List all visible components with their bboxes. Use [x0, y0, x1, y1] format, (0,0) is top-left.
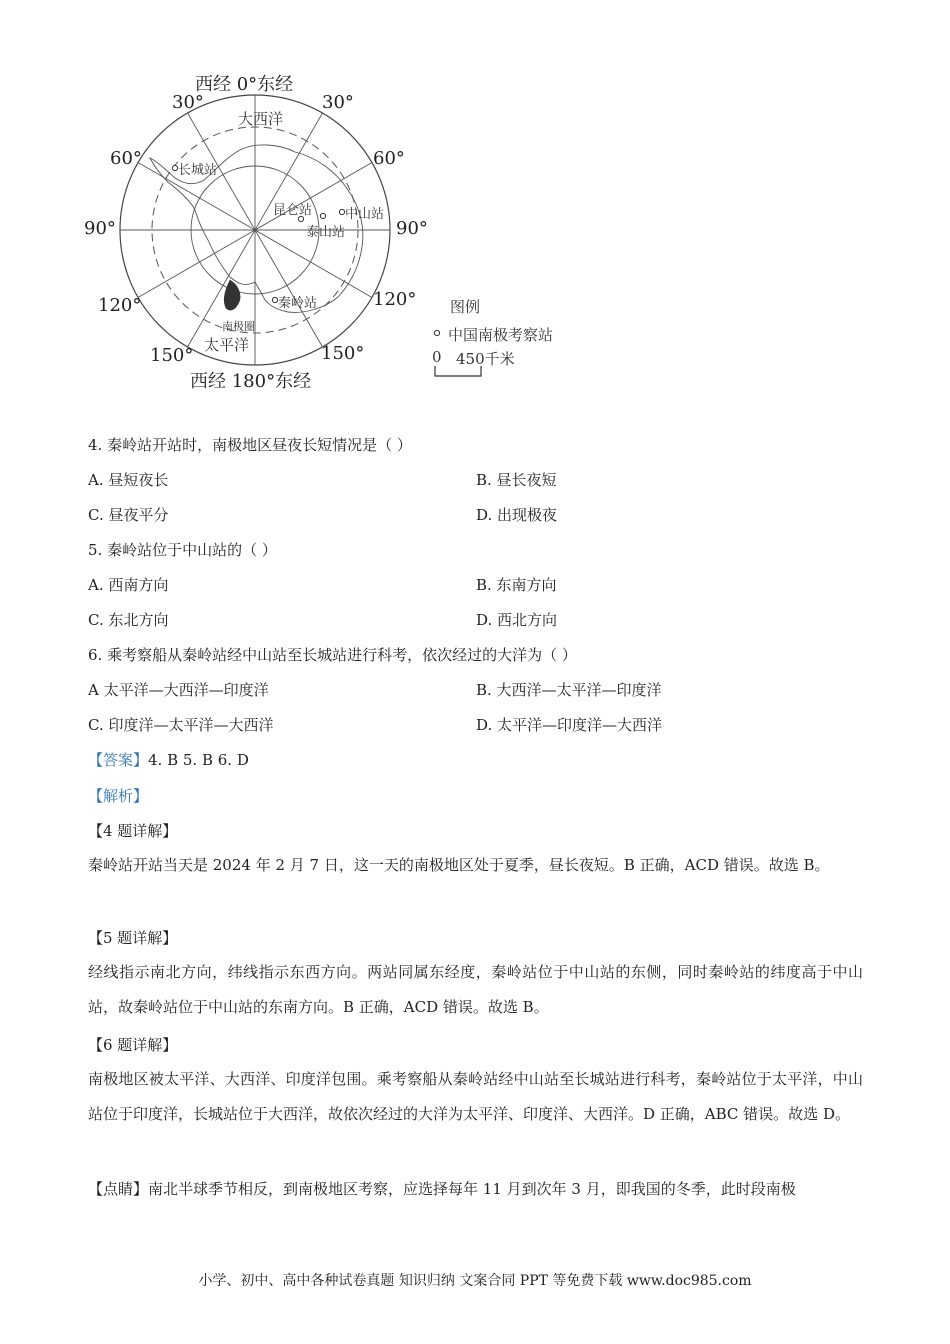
zhongshan-marker [339, 209, 344, 214]
tip-tag: 【点睛】 [88, 1180, 149, 1198]
detail-6-body: 南极地区被太平洋、大西洋、印度洋包围。乘考察船从秦岭站经中山站至长城站进行科考，秦岭站位于太平洋，中山站位于印度洋，长城站位于大西洋，故依次经过的大洋为太平洋、印度洋、大西洋。D 正确，ABC 错误。故选 D。 [88, 1070, 863, 1123]
label-60-right: 60° [373, 148, 405, 169]
top-meridian-label: 西经 0°东经 [195, 74, 294, 95]
changcheng-marker [172, 165, 177, 170]
question-6-option-c: C. 印度洋—太平洋—大西洋 [88, 716, 274, 734]
analysis-tag: 【解析】 [88, 787, 149, 805]
scale-zero-label: 0 [432, 348, 442, 366]
answer-tag: 【答案】 [88, 751, 149, 769]
question-4-option-a: A. 昼短夜长 [88, 471, 169, 489]
question-5-option-a: A. 西南方向 [88, 576, 169, 594]
atlantic-label: 大西洋 [238, 110, 284, 128]
qinling-label: 秦岭站 [278, 296, 318, 311]
question-5-option-b: B. 东南方向 [476, 576, 557, 594]
legend-station-label: 中国南极考察站 [448, 326, 554, 344]
detail-5-body: 经线指示南北方向，纬线指示东西方向。两站同属东经度，秦岭站位于中山站的东侧，同时秦岭站的纬度高于中山站，故秦岭站位于中山站的东南方向。B 正确，ACD 错误。故选 B。 [88, 963, 863, 1016]
changcheng-label: 长城站 [178, 163, 218, 178]
label-60-left: 60° [110, 148, 142, 169]
question-6-option-b: B. 大西洋—太平洋—印度洋 [476, 681, 662, 699]
tip-body: 南北半球季节相反，到南极地区考察，应选择每年 11 月到次年 3 月，即我国的冬季，此时段南极 [148, 1180, 796, 1198]
question-4-option-d: D. 出现极夜 [476, 506, 558, 524]
taishan-marker [320, 213, 325, 218]
question-4-option-c: C. 昼夜平分 [88, 506, 169, 524]
question-6-option-d: D. 太平洋—印度洋—大西洋 [476, 716, 663, 734]
legend-title: 图例 [450, 298, 481, 316]
question-6-stem: 6. 乘考察船从秦岭站经中山站至长城站进行科考，依次经过的大洋为（ ） [88, 646, 577, 664]
detail-4-body: 秦岭站开站当天是 2024 年 2 月 7 日，这一天的南极地区处于夏季，昼长夜短。B 正确，ACD 错误。故选 B。 [88, 856, 830, 874]
question-4-option-b: B. 昼长夜短 [476, 471, 557, 489]
detail-6-heading: 【6 题详解】 [88, 1036, 178, 1054]
taishan-label: 泰山站 [306, 225, 346, 240]
question-5-option-c: C. 东北方向 [88, 611, 169, 629]
legend-station-symbol [434, 330, 439, 335]
question-4-stem: 4. 秦岭站开站时，南极地区昼夜长短情况是（ ） [88, 436, 412, 454]
question-5-option-d: D. 西北方向 [476, 611, 558, 629]
answer-line [88, 750, 249, 770]
detail-5-heading: 【5 题详解】 [88, 929, 178, 947]
label-30-left: 30° [172, 92, 204, 113]
answer-text: 4. B 5. B 6. D [148, 751, 249, 769]
tip-line [88, 1172, 863, 1207]
page-footer: 小学、初中、高中各种试卷真题 知识归纳 文案合同 PPT 等免费下载 www.doc985.com [198, 1273, 752, 1289]
label-90-right: 90° [396, 218, 428, 239]
zhongshan-label: 中山站 [345, 207, 385, 222]
question-6-option-a: A 太平洋—大西洋—印度洋 [88, 681, 269, 699]
detail-4-heading: 【4 题详解】 [88, 822, 178, 840]
qinling-marker [272, 297, 277, 302]
label-120-right: 120° [373, 289, 417, 310]
bottom-meridian-label: 西经 180°东经 [190, 371, 312, 392]
label-90-left: 90° [84, 218, 116, 239]
label-30-right: 30° [322, 92, 354, 113]
antarctica-map [80, 62, 600, 398]
kunlun-label: 昆仑站 [273, 203, 313, 218]
label-150-right: 150° [321, 343, 365, 364]
label-120-left: 120° [98, 295, 142, 316]
pacific-label: 太平洋 [204, 336, 250, 354]
antarctic-circle-label: 南极圈 [222, 320, 255, 333]
question-5-stem: 5. 秦岭站位于中山站的（ ） [88, 541, 277, 559]
label-150-left: 150° [150, 345, 194, 366]
scale-value-label: 450千米 [456, 350, 515, 368]
